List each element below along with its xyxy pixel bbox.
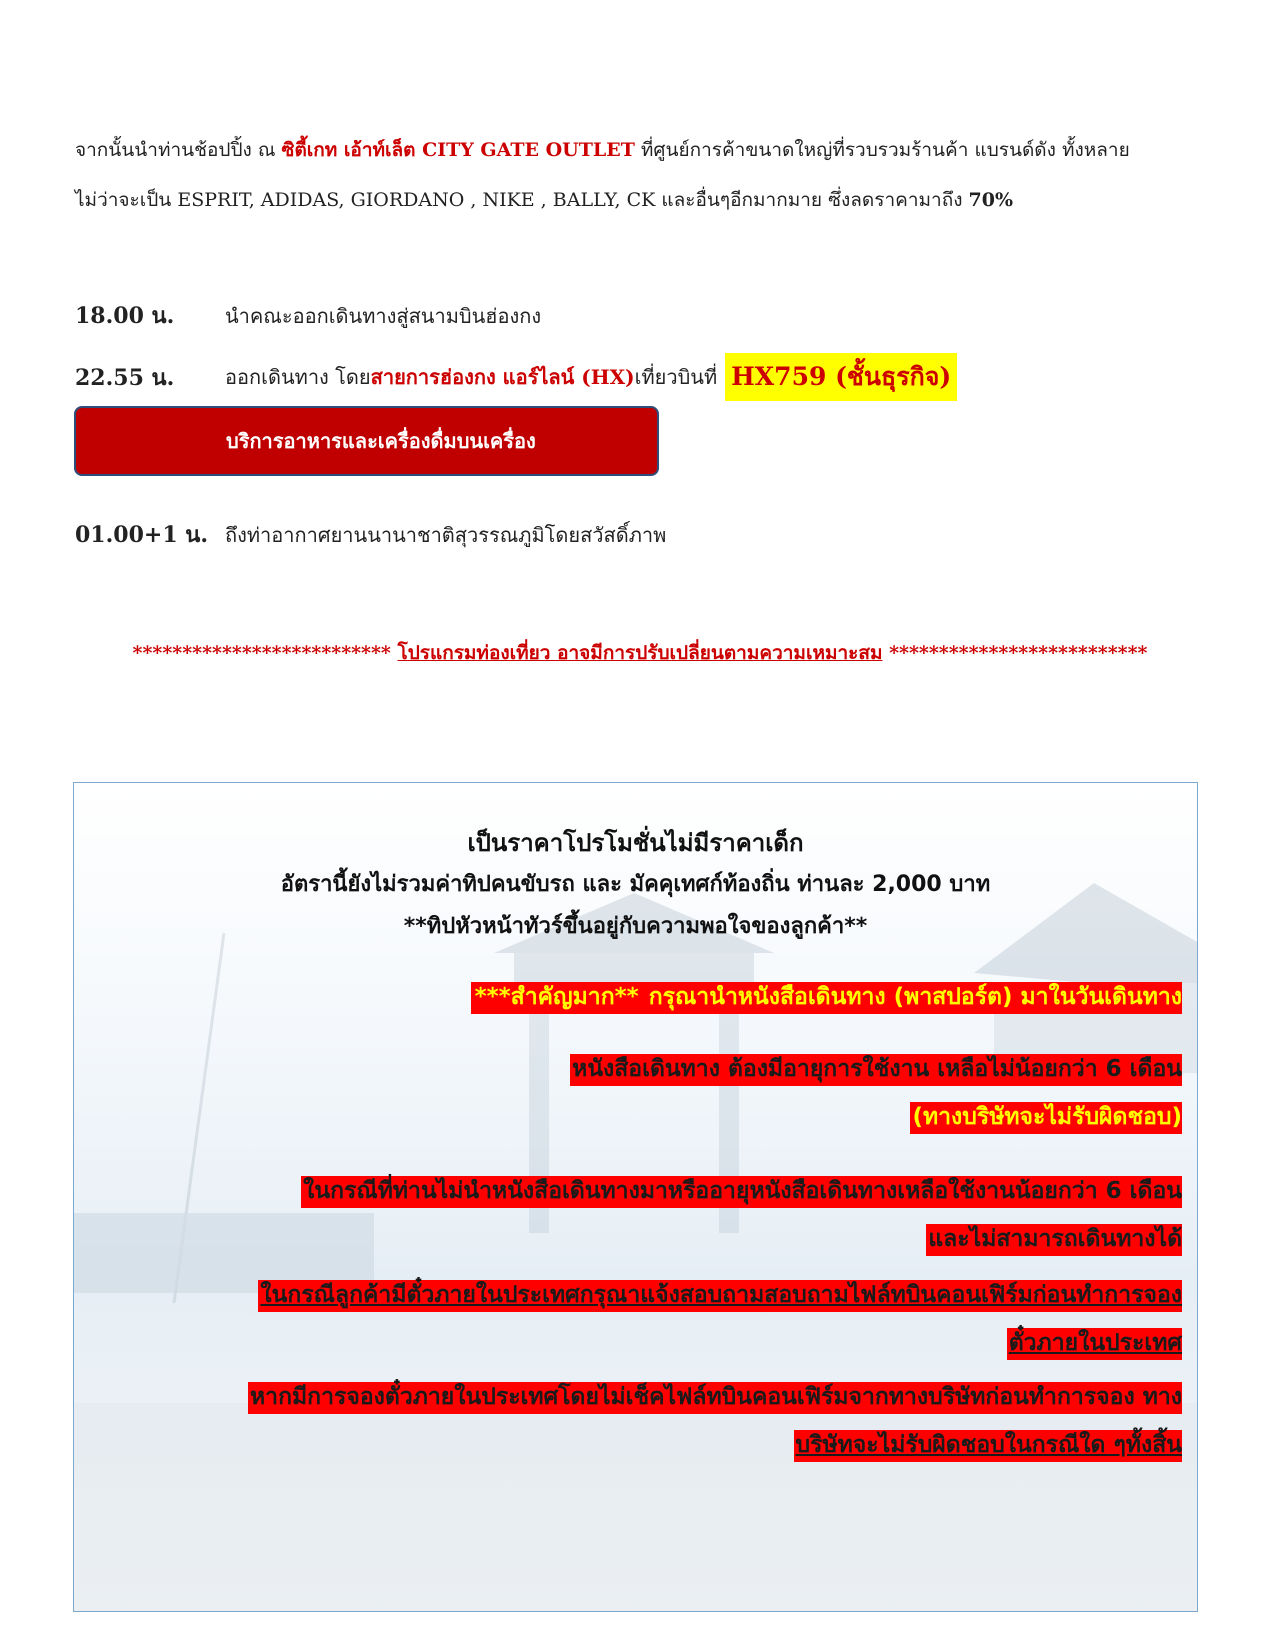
- stars-left: **************************: [132, 642, 398, 664]
- schedule-desc: ถึงท่าอากาศยานนานาชาติสุวรรณภูมิโดยสวัสดิ์ภาพ: [225, 522, 667, 547]
- case1-line2: [926, 1221, 1182, 1257]
- flight-number: HX759 (ชั้นธุรกิจ): [725, 353, 957, 401]
- intro-text-2: ที่ศูนย์การค้าขนาดใหญ่ที่รวบรวมร้านค้า แบรนด์ดัง ทั้งหลาย: [634, 139, 1130, 161]
- schedule-time: 22.55 น.: [75, 364, 175, 391]
- tip-note: อัตรานี้ยังไม่รวมค่าทิปคนขับรถ และ มัคคุเทศก์ท้องถิ่น ท่านละ 2,000 บาท: [280, 872, 991, 897]
- schedule-time: 01.00+1 น.: [75, 522, 208, 548]
- program-note: [75, 638, 1205, 668]
- program-note-text: โปรแกรมท่องเที่ยว อาจมีการปรับเปลี่ยนตามความเหมาะสม: [397, 642, 883, 664]
- airline-name: สายการฮ่องกง แอร์ไลน์ (HX): [370, 365, 635, 389]
- case3-line1: [248, 1379, 1182, 1415]
- passport-validity-text: หนังสือเดินทาง ต้องมีอายุการใช้งาน เหลือไม่น้อยกว่า 6 เดือน: [570, 1054, 1182, 1086]
- case3-text-1: หากมีการจองตั๋วภายในประเทศโดยไม่เช็คไฟล์ทบินคอนเฟิร์มจากทางบริษัทก่อนทำการจอง ทาง: [248, 1382, 1182, 1414]
- schedule-desc: นำคณะออกเดินทางสู่สนามบินฮ่องกง: [225, 303, 542, 328]
- promo-heading: เป็นราคาโปรโมชั่นไม่มีราคาเด็ก: [467, 829, 804, 857]
- schedule-desc: ออกเดินทาง โดย: [225, 365, 371, 389]
- case3-line2: [794, 1427, 1182, 1463]
- no-responsibility-text: (ทางบริษัทจะไม่รับผิดชอบ): [910, 1102, 1182, 1134]
- no-responsibility: [910, 1099, 1182, 1135]
- case1-text-1: ในกรณีที่ท่านไม่นำหนังสือเดินทางมาหรืออายุหนังสือเดินทางเหลือใช้งานน้อยกว่า 6 เดือน: [301, 1176, 1182, 1208]
- schedule-row: [75, 298, 541, 333]
- tour-leader-tip-note: **ทิปหัวหน้าทัวร์ขึ้นอยู่กับความพอใจของลูกค้า**: [403, 914, 868, 939]
- important-text: กรุณานำหนังสือเดินทาง (พาสปอร์ต) มาในวันเดินทาง: [647, 982, 1182, 1014]
- inflight-service-banner: [74, 406, 659, 476]
- case1-line1: [301, 1173, 1182, 1209]
- case2-line2: [1007, 1325, 1182, 1361]
- service-label: บริการอาหารและเครื่องดื่มบนเครื่อง: [226, 429, 536, 453]
- case2-text-2: ตั๋วภายในประเทศ: [1007, 1328, 1182, 1360]
- case2-text-1: ในกรณีลูกค้ามีตั๋วภายในประเทศกรุณาแจ้งสอบถามสอบถามไฟล์ทบินคอนเฟิร์มก่อนทำการจอง: [258, 1280, 1182, 1312]
- intro-text-1: จากนั้นนำท่านช้อปปิ้ง ณ: [75, 139, 282, 161]
- intro-paragraph: [75, 125, 1215, 225]
- important-prefix: ***สำคัญมาก**: [473, 982, 647, 1014]
- notice-box: [73, 782, 1198, 1612]
- important-notice: [471, 979, 1182, 1015]
- discount-value: 70%: [968, 189, 1014, 211]
- schedule-desc: เที่ยวบินที่: [634, 365, 718, 389]
- passport-validity: [570, 1051, 1182, 1087]
- schedule-row: [75, 353, 957, 401]
- case1-text-2: และไม่สามารถเดินทางได้: [926, 1224, 1182, 1256]
- stars-right: **************************: [882, 642, 1148, 664]
- schedule-row: [75, 517, 666, 552]
- case3-text-2: บริษัทจะไม่รับผิดชอบในกรณีใด ๆทั้งสิ้น: [794, 1430, 1182, 1462]
- case2-line1: [258, 1277, 1182, 1313]
- schedule-time: 18.00 น.: [75, 303, 175, 329]
- outlet-name: ซิตี้เกท เอ้าท์เล็ต CITY GATE OUTLET: [281, 139, 635, 161]
- intro-text-3: ไม่ว่าจะเป็น ESPRIT, ADIDAS, GIORDANO , NIKE , BALLY, CK และอื่นๆอีกมากมาย ซึ่งลดราคามาถึง: [75, 189, 969, 211]
